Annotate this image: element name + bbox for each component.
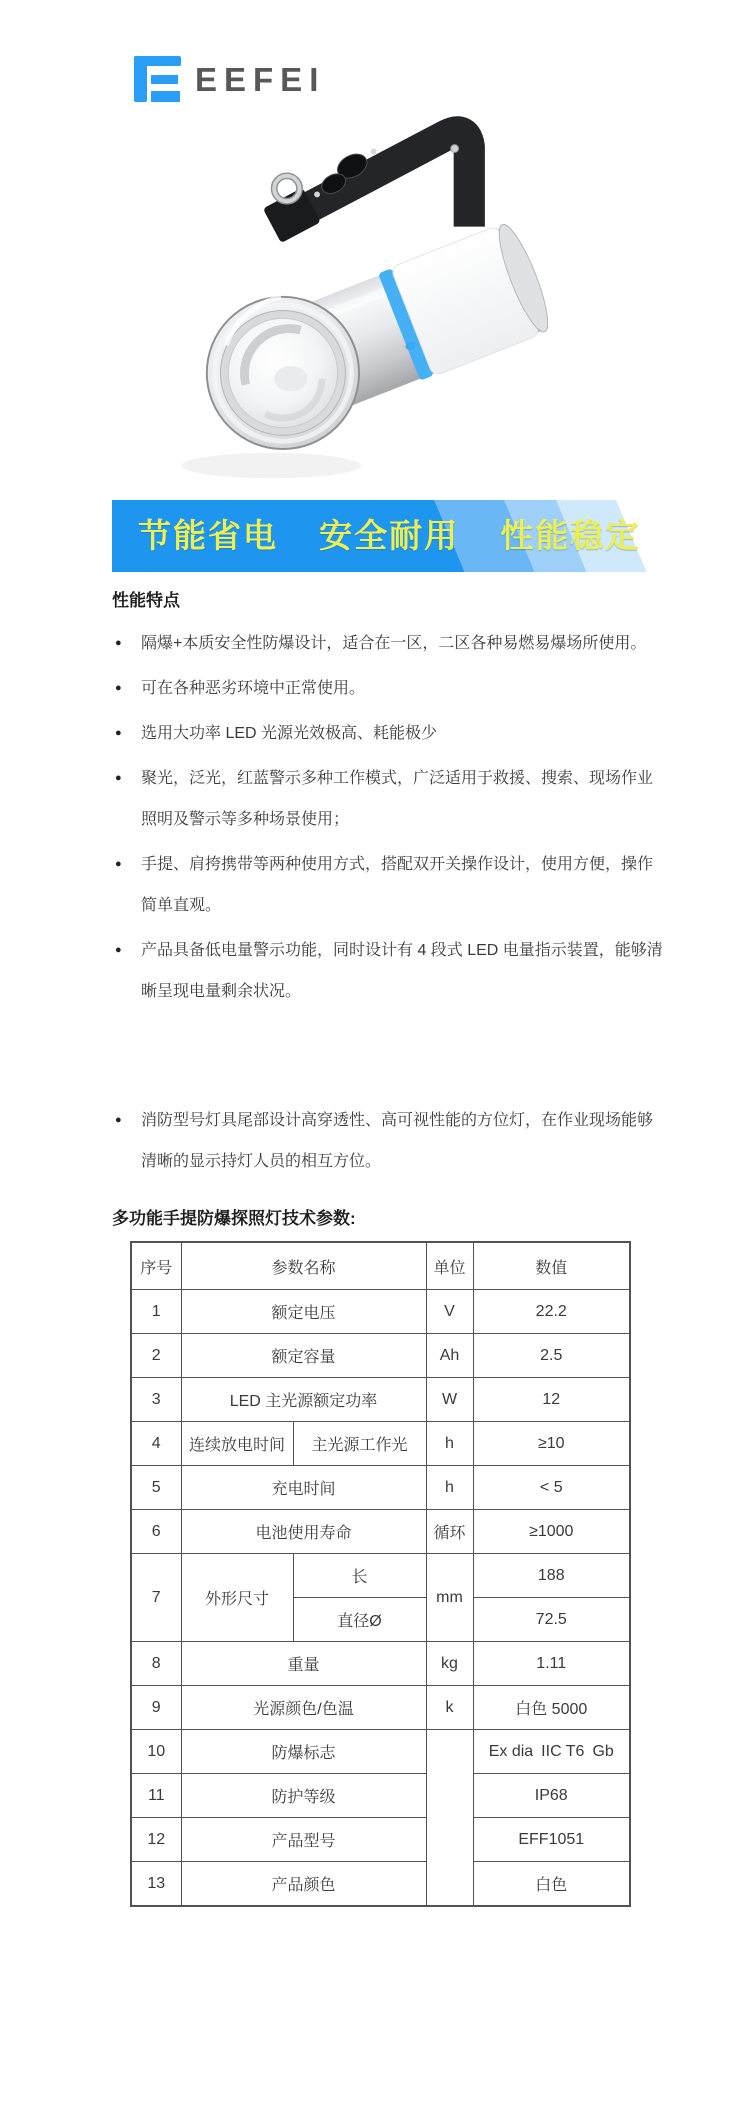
feature-item: ● 可在各种恶劣环境中正常使用。 (112, 668, 668, 709)
cell-value: EFF1051 (473, 1818, 630, 1862)
cell-unit: kg (426, 1642, 473, 1686)
soft-shadow (181, 453, 361, 478)
feature-item: ● 选用大功率 LED 光源光效极高、耗能极少 (112, 713, 668, 754)
brand-name: EEFEI (195, 60, 326, 98)
cell-value: ≥1000 (473, 1510, 630, 1554)
cell-unit: 循环 (426, 1510, 473, 1554)
cell-unit: h (426, 1422, 473, 1466)
cell-no: 8 (131, 1642, 181, 1686)
cell-no: 13 (131, 1862, 181, 1907)
cell-no: 5 (131, 1466, 181, 1510)
handheld-searchlight-illustration (150, 90, 650, 490)
cell-value: 12 (473, 1378, 630, 1422)
cell-unit: W (426, 1378, 473, 1422)
feature-item: ● 隔爆+本质安全性防爆设计，适合在一区，二区各种易燃易爆场所使用。 (112, 623, 668, 664)
cell-unit: k (426, 1686, 473, 1730)
table-row (131, 1554, 630, 1598)
table-row (131, 1378, 630, 1422)
cell-value: 72.5 (473, 1598, 630, 1642)
cell-param: 额定电压 (181, 1290, 426, 1334)
cell-no: 2 (131, 1334, 181, 1378)
cell-value: 188 (473, 1554, 630, 1598)
feature-item: ● 手提、肩挎携带等两种使用方式，搭配双开关操作设计，使用方便，操作简单直观。 (112, 844, 668, 926)
cell-no: 6 (131, 1510, 181, 1554)
cell-value: < 5 (473, 1466, 630, 1510)
cell-no: 4 (131, 1422, 181, 1466)
cell-value: 1.11 (473, 1642, 630, 1686)
slogan-phrase-3: 性能稳定 (500, 517, 641, 554)
feature-list (112, 623, 668, 1182)
cell-unit-merged-empty (426, 1730, 473, 1907)
cell-no: 12 (131, 1818, 181, 1862)
cell-value: 22.2 (473, 1290, 630, 1334)
brand-header (134, 0, 750, 104)
cell-param: 光源颜色/色温 (181, 1686, 426, 1730)
cell-no: 7 (131, 1554, 181, 1642)
cell-param: 重量 (181, 1642, 426, 1686)
feature-item: ● 消防型号灯具尾部设计高穿透性、高可视性能的方位灯，在作业现场能够清晰的显示持灯人员的相互方位。 (112, 1100, 668, 1182)
cell-no: 9 (131, 1686, 181, 1730)
spec-table (130, 1241, 631, 1907)
cell-param-b: 直径Ø (293, 1598, 426, 1642)
cell-param: 电池使用寿命 (181, 1510, 426, 1554)
cell-unit: h (426, 1466, 473, 1510)
table-row (131, 1510, 630, 1554)
cell-unit: mm (426, 1554, 473, 1642)
cell-value: IP68 (473, 1774, 630, 1818)
cell-param: 充电时间 (181, 1466, 426, 1510)
table-row (131, 1422, 630, 1466)
table-row (131, 1334, 630, 1378)
slogan-phrase-1: 节能省电 (138, 517, 278, 554)
col-header-unit: 单位 (426, 1242, 473, 1290)
cell-param: 防爆标志 (181, 1730, 426, 1774)
flashlight-head (207, 297, 359, 449)
feature-item: ● 产品具备低电量警示功能，同时设计有 4 段式 LED 电量指示装置，能够清晰呈现电量剩余状况。 (112, 930, 668, 1012)
table-row (131, 1466, 630, 1510)
cell-value: ≥10 (473, 1422, 630, 1466)
table-row (131, 1818, 630, 1862)
spec-table-heading: 多功能手提防爆探照灯技术参数: (112, 1209, 356, 1228)
cell-param: 防护等级 (181, 1774, 426, 1818)
cell-param: 产品型号 (181, 1818, 426, 1862)
slogan-phrase-2: 安全耐用 (319, 517, 460, 554)
feature-item: ● 聚光，泛光，红蓝警示多种工作模式，广泛适用于救援、搜索、现场作业照明及警示等多种场景使用； (112, 758, 668, 840)
cell-no: 11 (131, 1774, 181, 1818)
cell-unit: V (426, 1290, 473, 1334)
cell-param-a: 外形尺寸 (181, 1554, 293, 1642)
product-photo-container (150, 90, 650, 490)
cell-no: 3 (131, 1378, 181, 1422)
col-header-no: 序号 (131, 1242, 181, 1290)
table-row (131, 1642, 630, 1686)
table-header-row (131, 1242, 630, 1290)
cell-value: 白色 (473, 1862, 630, 1907)
col-header-param: 参数名称 (181, 1242, 426, 1290)
table-row (131, 1730, 630, 1774)
cell-value: 2.5 (473, 1334, 630, 1378)
table-row (131, 1774, 630, 1818)
table-row (131, 1686, 630, 1730)
carry-handle (263, 132, 469, 243)
cell-param: 额定容量 (181, 1334, 426, 1378)
cell-param: 产品颜色 (181, 1862, 426, 1907)
cell-unit: Ah (426, 1334, 473, 1378)
cell-param-a: 连续放电时间 (181, 1422, 293, 1466)
col-header-value: 数值 (473, 1242, 630, 1290)
table-row (131, 1862, 630, 1907)
table-row (131, 1290, 630, 1334)
banner-slogan (112, 500, 646, 572)
features-heading: 性能特点 (112, 591, 180, 610)
cell-no: 10 (131, 1730, 181, 1774)
cell-no: 1 (131, 1290, 181, 1334)
cell-value: 白色 5000 (473, 1686, 630, 1730)
cell-value: Ex dia IIC T6 Gb (473, 1730, 630, 1774)
slogan-banner (112, 500, 646, 572)
cell-param: LED 主光源额定功率 (181, 1378, 426, 1422)
cell-param-b: 主光源工作光 (293, 1422, 426, 1466)
cell-param-b: 长 (293, 1554, 426, 1598)
